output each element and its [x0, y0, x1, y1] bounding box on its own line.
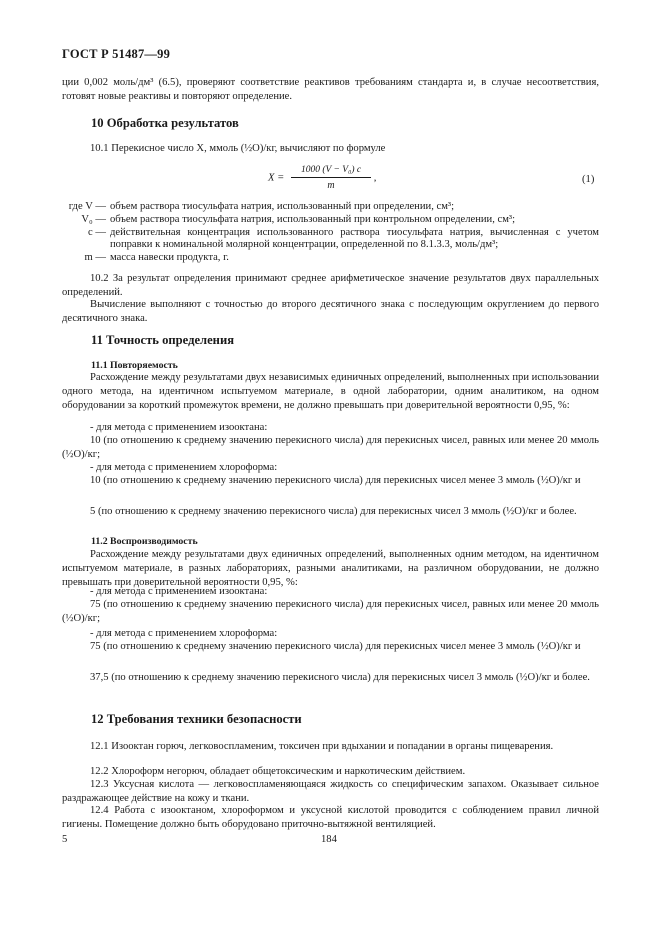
section-11-heading: 11 Точность определения [91, 333, 235, 347]
paragraph-12-4: 12.4 Работа с изооктаном, хлороформом и уксусной кислотой проводится с соблюдением правил личной гигиены. Помещение должно быть оборудовано приточно-вытяжной вентиляцией. [62, 805, 599, 831]
formula-1 [268, 165, 376, 191]
formula-lhs: X = [268, 172, 285, 184]
paragraph-10-2: 10.2 За результат определения принимают среднее арифметическое значение результатов двух параллельных определений. [62, 273, 599, 299]
definition-text: масса навески продукта, г. [110, 252, 229, 264]
list-item-chloroform: - для метода с применением хлороформа: [90, 628, 278, 639]
paragraph-11-2-chloroform-low: 75 (по отношению к среднему значению перекисного числа) для перекисных чисел менее 3 ммоль (½O)/кг и [90, 641, 581, 652]
subsection-11-2-heading: 11.2 Воспроизводимость [91, 536, 198, 547]
definition-row [62, 252, 599, 265]
definition-text: объем раствора тиосульфата натрия, использованный при определении, см³; [110, 201, 455, 212]
paragraph-11-1: Расхождение между результатами двух независимых единичных определений, выполненных при использовании одного метода, на идентичном испытуемом материале, в одной лаборатории, одним аналитиком, на одном оборудовании за короткий промежуток времени, не должно превышать при доверительной вероятности 0,95, %: [62, 372, 599, 412]
paragraph-11-1-chloroform-low: 10 (по отношению к среднему значению перекисного числа) для перекисных чисел менее 3 ммоль (½O)/кг и [90, 475, 581, 486]
definition-symbol: c — [88, 226, 106, 238]
list-item-isooctane: - для метода с применением изооктана: [90, 422, 268, 433]
paragraph-12-2: 12.2 Хлороформ негорюч, обладает общетоксическим и наркотическим действием. [90, 766, 466, 777]
section-12-heading: 12 Требования техники безопасности [91, 712, 302, 726]
formula-denominator: m [327, 180, 335, 191]
definition-row [62, 227, 599, 253]
definition-text: действительная концентрация использованного раствора тиосульфата натрия, вычисленная с учетом поправки к номинальной молярной концентрации, определенной по 8.1.3.3, моль/дм³; [110, 226, 599, 251]
paragraph-10-1: 10.1 Перекисное число X, ммоль (½O)/кг, вычисляют по формуле [90, 143, 386, 154]
standard-header: ГОСТ Р 51487—99 [62, 47, 171, 61]
paragraph-11-2-chloroform-high: 37,5 (по отношению к среднему значению перекисного числа) для перекисных чисел 3 ммоль (½O)/кг и более. [90, 672, 590, 683]
formula-number: (1) [582, 174, 595, 185]
list-item-chloroform: - для метода с применением хлороформа: [90, 462, 278, 473]
definition-list [62, 201, 599, 265]
paragraph-11-1-chloroform-high: 5 (по отношению к среднему значению перекисного числа) для перекисных чисел 3 ммоль (½O)/кг и более. [90, 506, 577, 517]
paragraph-11-2: Расхождение между результатами двух единичных определений, выполненных одним методом, на идентичном испытуемом материале, в разных лабораториях, разными аналитиками, на различном оборудовании, не должно превышать при доверительной вероятности 0,95, %: [62, 549, 599, 589]
intro-paragraph: ции 0,002 моль/дм³ (6.5), проверяют соответствие реактивов требованиям стандарта и, в случае несоответствия, готовят новые реактивы и повторяют определение. [62, 77, 599, 103]
section-10-heading: 10 Обработка результатов [91, 116, 239, 130]
definition-symbol: V₀ — [81, 213, 106, 225]
definition-row [62, 214, 599, 227]
formula-numerator: 1000 (V − V₀) c [291, 165, 371, 178]
subsection-11-1-heading: 11.1 Повторяемость [91, 360, 178, 371]
paragraph-10-2-rounding: Вычисление выполняют с точностью до второго десятичного знака с последующим округлением до первого десятичного знака. [62, 299, 599, 325]
definition-symbol: m — [84, 252, 106, 264]
paragraph-11-1-isooctane: 10 (по отношению к среднему значению перекисного числа) для перекисных чисел, равных или менее 20 ммоль (½O)/кг; [62, 435, 599, 461]
definition-symbol: где V — [68, 201, 106, 212]
page-number-left: 5 [62, 834, 68, 845]
formula-fraction [291, 165, 371, 191]
formula-tail: , [373, 172, 377, 184]
definition-row [62, 201, 599, 214]
list-item-isooctane: - для метода с применением изооктана: [90, 586, 268, 597]
page-number-center: 184 [321, 834, 337, 845]
paragraph-12-3: 12.3 Уксусная кислота — легковоспламеняющаяся жидкость со специфическим запахом. Оказывает сильное раздражающее действие на кожу и ткани. [62, 779, 599, 805]
definition-text: объем раствора тиосульфата натрия, использованный при контрольном определении, см³; [110, 213, 516, 225]
paragraph-12-1: 12.1 Изооктан горюч, легковоспламеним, токсичен при вдыхании и попадании в органы пищеварения. [90, 741, 554, 752]
paragraph-11-2-isooctane: 75 (по отношению к среднему значению перекисного числа) для перекисных чисел, равных или менее 20 ммоль (½O)/кг; [62, 599, 599, 625]
